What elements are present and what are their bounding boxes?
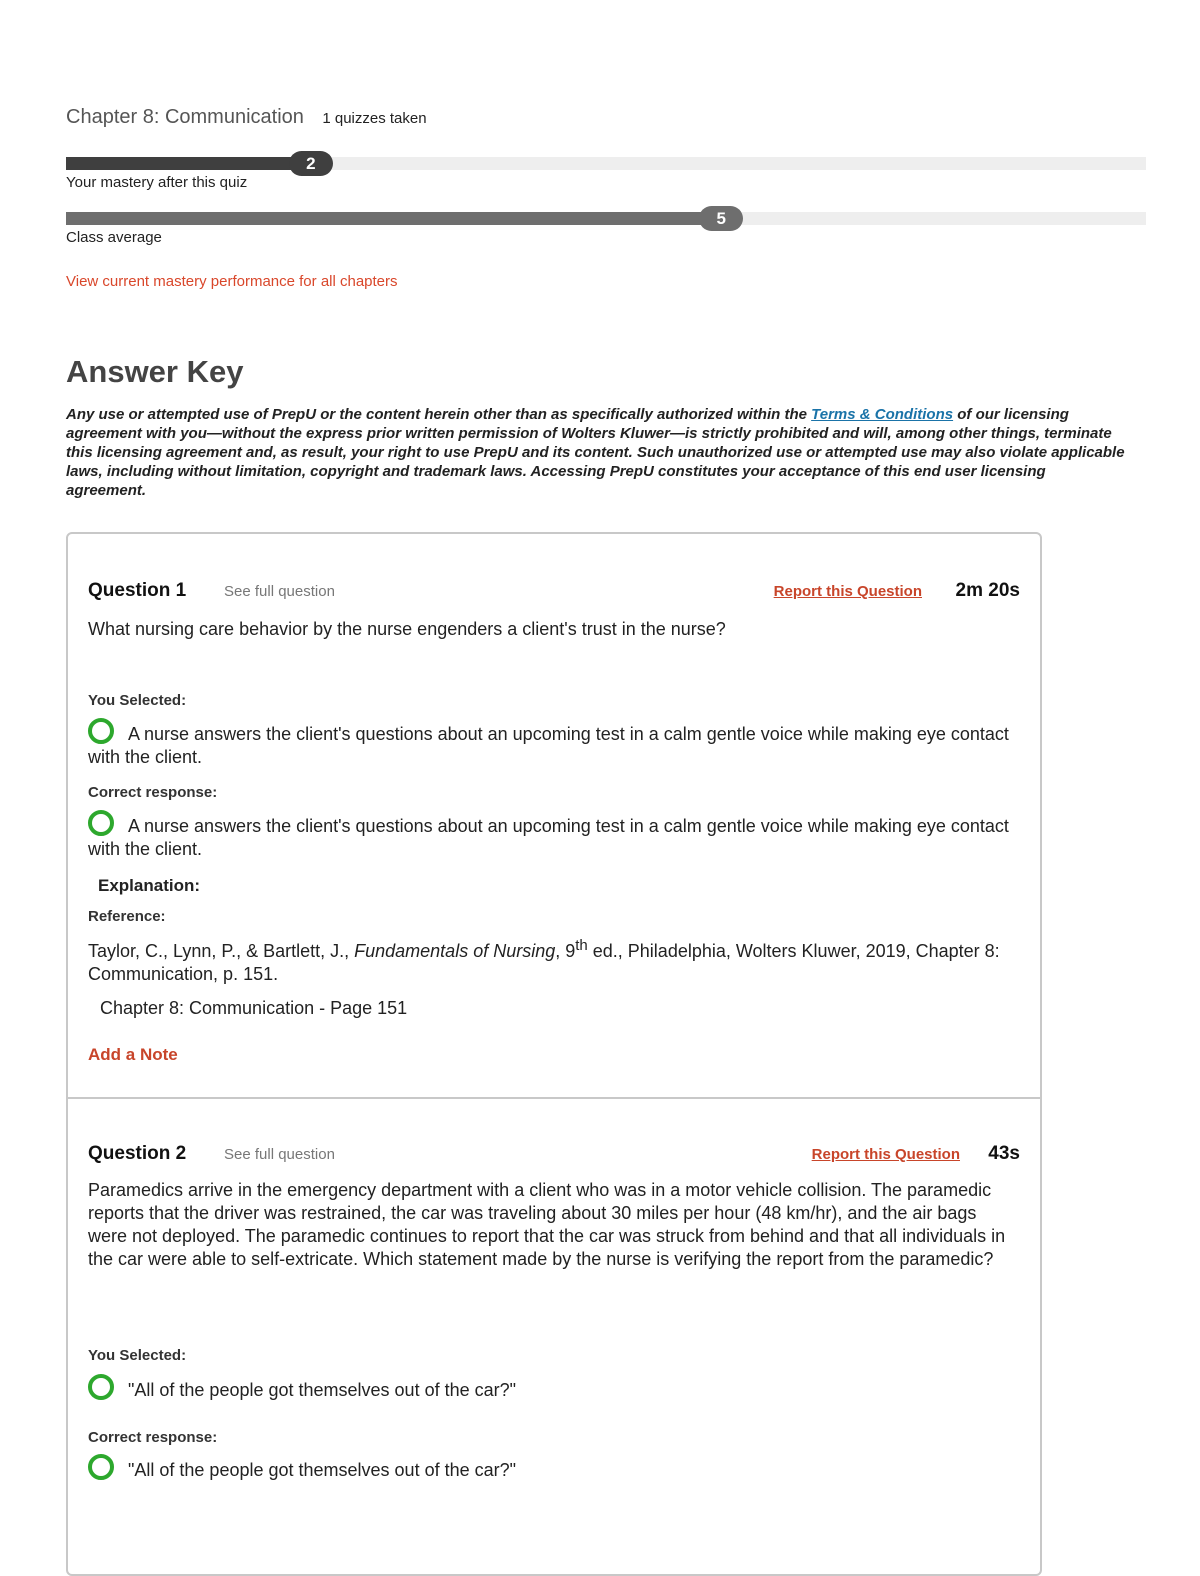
question-text: Paramedics arrive in the emergency department with a client who was in a motor vehicle collision. The paramedic reports that the driver was restrained, the car was traveling about 30 miles per hour (48 km/hr), and the air bags were not deployed. The paramedic continues to report that the car was struck from behind and that all individuals in the car were able to self-extricate. Which statement made by the nurse is verifying the report from the paramedic? [88, 1180, 1006, 1269]
class-average-badge: 5 [699, 206, 743, 231]
your-mastery-bar [66, 154, 1146, 173]
correct-circle-icon [88, 718, 114, 744]
question-number: Question 1 [88, 580, 187, 601]
reference-citation [88, 934, 1028, 986]
quizzes-taken-count: 1 quizzes taken [322, 110, 427, 127]
reference-label: Reference: [88, 908, 166, 925]
terms-conditions-link[interactable]: Terms & Conditions [811, 406, 954, 423]
your-mastery-fill [66, 157, 293, 170]
reference-book-title: Fundamentals of Nursing [354, 941, 556, 961]
you-selected-label: You Selected: [88, 1347, 187, 1364]
chapter-title: Chapter 8: Communication [66, 106, 304, 128]
class-average-label: Class average [66, 229, 162, 246]
class-average-fill [66, 212, 703, 225]
correct-answer [88, 1454, 1018, 1482]
correct-answer-text: A nurse answers the client's questions about an upcoming test in a calm gentle voice while making eye contact with the client. [88, 816, 1009, 859]
you-selected-label: You Selected: [88, 692, 187, 709]
chapter-header [66, 106, 427, 129]
correct-answer [88, 810, 1018, 861]
questions-panel [66, 532, 1042, 1576]
question-time: 2m 20s [955, 580, 1020, 601]
answer-key-title: Answer Key [66, 354, 244, 389]
question-divider [68, 1097, 1040, 1099]
question-header [88, 1143, 1020, 1169]
reference-publisher: ed., Philadelphia, Wolters Kluwer, 2019, Chapter 8: Communication, p. 151. [88, 941, 1000, 984]
selected-answer [88, 718, 1018, 769]
see-full-question-link[interactable]: See full question [224, 583, 335, 600]
correct-response-label: Correct response: [88, 784, 218, 801]
selected-answer-text: "All of the people got themselves out of the car?" [128, 1380, 517, 1400]
reference-authors: Taylor, C., Lynn, P., & Bartlett, J., [88, 941, 355, 961]
class-average-bar [66, 209, 1146, 228]
reference-edition: , 9 [555, 941, 576, 961]
explanation-label: Explanation: [98, 876, 201, 895]
correct-circle-icon [88, 810, 114, 836]
your-mastery-label: Your mastery after this quiz [66, 174, 248, 191]
disclaimer-text-start: Any use or attempted use of PrepU or the content herein other than as specifically authorized within the [66, 406, 812, 423]
add-note-link[interactable]: Add a Note [88, 1045, 178, 1064]
correct-answer-text: "All of the people got themselves out of the car?" [128, 1460, 517, 1480]
see-full-question-link[interactable]: See full question [224, 1146, 335, 1163]
page-reference: Chapter 8: Communication - Page 151 [100, 998, 408, 1018]
disclaimer-text-end: of our licensing agreement with you—without the express prior written permission of Wolters Kluwer—is strictly prohibited and will, among other things, terminate this licensing agreement and, as result, your right to use PrepU and its content. Such unauthorized use or attempted use may also violate applicable laws, including without limitation, copyright and trademark laws. Accessing PrepU constitutes your acceptance of this end user licensing agreement. [66, 406, 1125, 499]
view-mastery-link[interactable]: View current mastery performance for all chapters [66, 273, 398, 290]
license-disclaimer [66, 405, 1126, 500]
question-header [88, 580, 1020, 606]
selected-answer-text: A nurse answers the client's questions about an upcoming test in a calm gentle voice while making eye contact with the client. [88, 724, 1009, 767]
question-text: What nursing care behavior by the nurse engenders a client's trust in the nurse? [88, 619, 726, 639]
question-number: Question 2 [88, 1143, 187, 1164]
report-question-link[interactable]: Report this Question [811, 1146, 960, 1163]
question-time: 43s [988, 1143, 1020, 1164]
reference-edition-suffix: th [575, 937, 588, 954]
your-mastery-badge: 2 [289, 151, 333, 176]
selected-answer [88, 1374, 1018, 1402]
correct-response-label: Correct response: [88, 1429, 218, 1446]
correct-circle-icon [88, 1454, 114, 1480]
correct-circle-icon [88, 1374, 114, 1400]
report-question-link[interactable]: Report this Question [773, 583, 922, 600]
